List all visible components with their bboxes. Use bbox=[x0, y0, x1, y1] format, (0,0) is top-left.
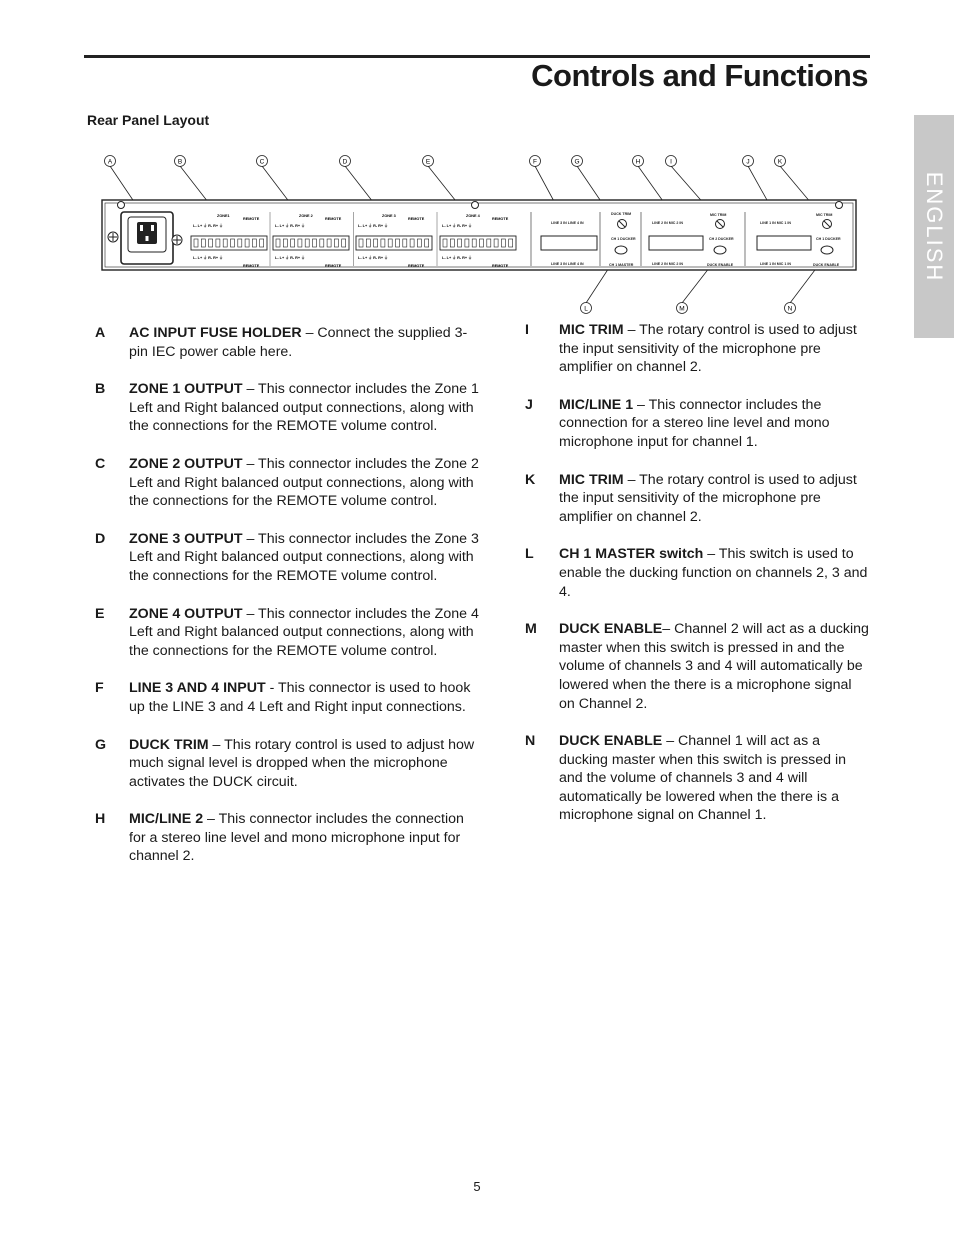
item-text: – This connector includes the connection for a stereo line level and mono microphone input for channel 2. bbox=[129, 811, 464, 865]
item-name: DUCK ENABLE bbox=[559, 733, 663, 750]
callout-j bbox=[743, 156, 754, 167]
svg-text:CH 1 MASTER: CH 1 MASTER bbox=[609, 263, 634, 267]
svg-text:DUCK ENABLE: DUCK ENABLE bbox=[707, 263, 734, 267]
svg-text:J: J bbox=[746, 158, 750, 166]
svg-text:REMOTE: REMOTE bbox=[243, 217, 260, 221]
item-description bbox=[129, 455, 480, 511]
language-tab bbox=[914, 115, 954, 338]
section-subtitle: Rear Panel Layout bbox=[87, 112, 210, 128]
item-name: CH 1 MASTER switch bbox=[559, 546, 704, 563]
item-name: MIC TRIM bbox=[559, 471, 624, 488]
rear-panel-diagram bbox=[95, 150, 865, 320]
svg-text:N: N bbox=[787, 305, 793, 313]
item-text: – The rotary control is used to adjust the input sensitivity of the microphone pre amplifier on channel 2. bbox=[559, 322, 857, 376]
svg-text:L: L bbox=[584, 305, 588, 313]
svg-text:G: G bbox=[574, 158, 580, 166]
svg-text:REMOTE: REMOTE bbox=[408, 264, 425, 268]
item-description bbox=[129, 605, 480, 661]
svg-text:L- L+ ⏚ R- R+ ⏚: L- L+ ⏚ R- R+ ⏚ bbox=[193, 224, 223, 228]
item-description bbox=[129, 380, 480, 436]
svg-text:LINE 2 IN MIC 2 IN: LINE 2 IN MIC 2 IN bbox=[652, 262, 683, 266]
svg-text:LINE 3 IN LINE 4 IN: LINE 3 IN LINE 4 IN bbox=[551, 221, 584, 225]
svg-text:REMOTE: REMOTE bbox=[492, 217, 509, 221]
item-description bbox=[129, 324, 480, 361]
svg-text:L- L+ ⏚ R- R+ ⏚: L- L+ ⏚ R- R+ ⏚ bbox=[442, 224, 472, 228]
svg-text:CH 1 DUCKER: CH 1 DUCKER bbox=[611, 237, 636, 241]
svg-text:REMOTE: REMOTE bbox=[492, 264, 509, 268]
svg-text:REMOTE: REMOTE bbox=[408, 217, 425, 221]
item-k bbox=[525, 471, 870, 527]
item-text: – This connector includes the Zone 3 Left and Right balanced output connections, along with the connections for the REMOTE volume control. bbox=[129, 530, 479, 584]
item-name: MIC TRIM bbox=[559, 322, 624, 338]
item-description bbox=[559, 545, 870, 601]
item-text: – This rotary control is used to adjust how much signal level is dropped when the microphone activates the DUCK circuit. bbox=[129, 736, 475, 790]
item-e bbox=[95, 605, 480, 661]
language-tab-label: ENGLISH bbox=[922, 171, 947, 282]
item-text: – This connector includes the Zone 1 Left and Right balanced output connections, along with the connections for the REMOTE volume control. bbox=[129, 381, 479, 435]
svg-text:CH 2 DUCKER: CH 2 DUCKER bbox=[709, 237, 734, 241]
svg-text:ZONE 3: ZONE 3 bbox=[382, 214, 396, 218]
callout-e bbox=[423, 156, 434, 167]
item-description bbox=[559, 471, 870, 527]
page-number: 5 bbox=[473, 1179, 481, 1194]
item-a bbox=[95, 324, 480, 361]
item-text: – The rotary control is used to adjust the input sensitivity of the microphone pre amplifier on channel 2. bbox=[559, 471, 857, 525]
item-l bbox=[525, 545, 870, 601]
item-name: MIC/LINE 2 bbox=[129, 811, 204, 828]
svg-text:B: B bbox=[177, 158, 183, 166]
svg-text:C: C bbox=[259, 158, 265, 166]
item-c bbox=[95, 455, 480, 511]
item-description bbox=[559, 732, 870, 825]
svg-text:L- L+ ⏚ R- R+ ⏚: L- L+ ⏚ R- R+ ⏚ bbox=[358, 224, 388, 228]
svg-text:F: F bbox=[533, 158, 537, 166]
svg-text:LINE 1 IN MIC 1 IN: LINE 1 IN MIC 1 IN bbox=[760, 262, 791, 266]
callout-k bbox=[775, 156, 786, 167]
item-letter: I bbox=[525, 322, 529, 338]
svg-text:L- L+ ⏚ R- R+ ⏚: L- L+ ⏚ R- R+ ⏚ bbox=[275, 256, 305, 260]
item-description bbox=[559, 620, 870, 713]
svg-text:DUCK ENABLE: DUCK ENABLE bbox=[813, 263, 840, 267]
callout-i bbox=[666, 156, 677, 167]
page-title: Controls and Functions bbox=[531, 58, 868, 93]
svg-text:K: K bbox=[777, 158, 783, 166]
item-letter: F bbox=[95, 680, 104, 697]
svg-text:D: D bbox=[342, 158, 348, 166]
item-text: - This connector is used to hook up the LINE 3 and 4 Left and Right input connections. bbox=[129, 680, 471, 715]
callout-l bbox=[581, 303, 592, 314]
item-letter: L bbox=[525, 546, 534, 563]
item-name: ZONE 2 OUTPUT bbox=[129, 455, 243, 472]
item-letter: N bbox=[525, 733, 536, 750]
item-name: DUCK ENABLE bbox=[559, 621, 663, 638]
svg-text:LINE 2 IN MIC 2 IN: LINE 2 IN MIC 2 IN bbox=[652, 221, 683, 225]
item-n bbox=[525, 732, 870, 825]
item-letter: G bbox=[95, 736, 107, 753]
item-name: ZONE 4 OUTPUT bbox=[129, 605, 243, 622]
svg-text:LINE 1 IN MIC 1 IN: LINE 1 IN MIC 1 IN bbox=[760, 221, 791, 225]
item-letter: B bbox=[95, 381, 106, 398]
item-letter: D bbox=[95, 530, 106, 547]
item-text: – This connector includes the Zone 4 Left and Right balanced output connections, along with the connections for the REMOTE volume control. bbox=[129, 605, 479, 659]
item-text: – This connector includes the Zone 2 Left and Right balanced output connections, along with the connections for the REMOTE volume control. bbox=[129, 455, 479, 510]
item-text: – Connect the supplied 3-pin IEC power cable here. bbox=[129, 325, 468, 360]
svg-text:H: H bbox=[635, 158, 641, 166]
item-letter: A bbox=[95, 325, 106, 341]
item-letter: J bbox=[525, 396, 533, 413]
svg-text:I: I bbox=[670, 158, 672, 166]
callout-d bbox=[340, 156, 351, 167]
item-m bbox=[525, 620, 870, 713]
item-d bbox=[95, 530, 480, 586]
callout-m bbox=[677, 303, 688, 314]
svg-text:LINE 3 IN LINE 4 IN: LINE 3 IN LINE 4 IN bbox=[551, 262, 584, 266]
item-name: DUCK TRIM bbox=[129, 736, 209, 753]
svg-text:L- L+ ⏚ R- R+ ⏚: L- L+ ⏚ R- R+ ⏚ bbox=[193, 256, 223, 260]
svg-text:L- L+ ⏚ R- R+ ⏚: L- L+ ⏚ R- R+ ⏚ bbox=[442, 256, 472, 260]
svg-text:E: E bbox=[425, 158, 431, 166]
item-letter: M bbox=[525, 621, 537, 638]
svg-text:REMOTE: REMOTE bbox=[325, 217, 342, 221]
item-letter: C bbox=[95, 455, 106, 472]
item-name: AC INPUT FUSE HOLDER bbox=[129, 325, 302, 341]
svg-text:REMOTE: REMOTE bbox=[325, 264, 342, 268]
item-text: – This connector includes the connection for a stereo line level and mono microphone input for channel 1. bbox=[559, 396, 830, 450]
svg-text:L- L+ ⏚ R- R+ ⏚: L- L+ ⏚ R- R+ ⏚ bbox=[275, 224, 305, 228]
item-description bbox=[129, 810, 480, 866]
item-g bbox=[95, 736, 480, 792]
callout-h bbox=[633, 156, 644, 167]
item-description bbox=[129, 530, 480, 586]
svg-text:MIC TRIM: MIC TRIM bbox=[710, 213, 727, 217]
item-name: ZONE 3 OUTPUT bbox=[129, 530, 243, 547]
item-letter: E bbox=[95, 605, 105, 622]
item-description bbox=[129, 679, 480, 716]
svg-text:ZONE 4: ZONE 4 bbox=[466, 214, 480, 218]
svg-text:CH 1 DUCKER: CH 1 DUCKER bbox=[816, 237, 841, 241]
item-description bbox=[559, 396, 870, 452]
item-letter: H bbox=[95, 811, 106, 828]
callout-c bbox=[257, 156, 268, 167]
item-name: LINE 3 AND 4 INPUT bbox=[129, 680, 266, 697]
item-text: – Channel 2 will act as a ducking master when this switch is pressed in and the volume of channels 3 and 4 will automatically be lowered when the there is a microphone signal on Channel 2. bbox=[559, 621, 869, 712]
item-text: – This switch is used to enable the ducking function on channels 2, 3 and 4. bbox=[559, 546, 868, 600]
item-text: – Channel 1 will act as a ducking master when this switch is pressed in and the volume of channels 3 and 4 will automatically be lowered when the there is a microphone signal on Channel 1. bbox=[559, 733, 847, 824]
svg-text:A: A bbox=[107, 158, 113, 166]
svg-text:DUCK TRIM: DUCK TRIM bbox=[611, 212, 632, 216]
item-letter: K bbox=[525, 471, 536, 488]
item-description bbox=[129, 736, 480, 792]
item-description bbox=[559, 321, 870, 377]
callout-a bbox=[105, 156, 116, 167]
item-f bbox=[95, 679, 480, 716]
left-column bbox=[95, 324, 480, 885]
svg-text:ZONE 2: ZONE 2 bbox=[299, 214, 313, 218]
callout-f bbox=[530, 156, 541, 167]
item-i bbox=[525, 321, 870, 377]
item-j bbox=[525, 396, 870, 452]
svg-text:L- L+ ⏚ R- R+ ⏚: L- L+ ⏚ R- R+ ⏚ bbox=[358, 256, 388, 260]
item-b bbox=[95, 380, 480, 436]
right-column bbox=[525, 321, 870, 844]
svg-text:MIC TRIM: MIC TRIM bbox=[816, 213, 833, 217]
item-h bbox=[95, 810, 480, 866]
callout-g bbox=[572, 156, 583, 167]
svg-text:M: M bbox=[679, 305, 685, 313]
svg-text:ZONE1: ZONE1 bbox=[217, 214, 230, 218]
item-name: ZONE 1 OUTPUT bbox=[129, 381, 243, 398]
item-name: MIC/LINE 1 bbox=[559, 396, 634, 413]
callout-b bbox=[175, 156, 186, 167]
callout-n bbox=[785, 303, 796, 314]
svg-text:REMOTE: REMOTE bbox=[243, 264, 260, 268]
